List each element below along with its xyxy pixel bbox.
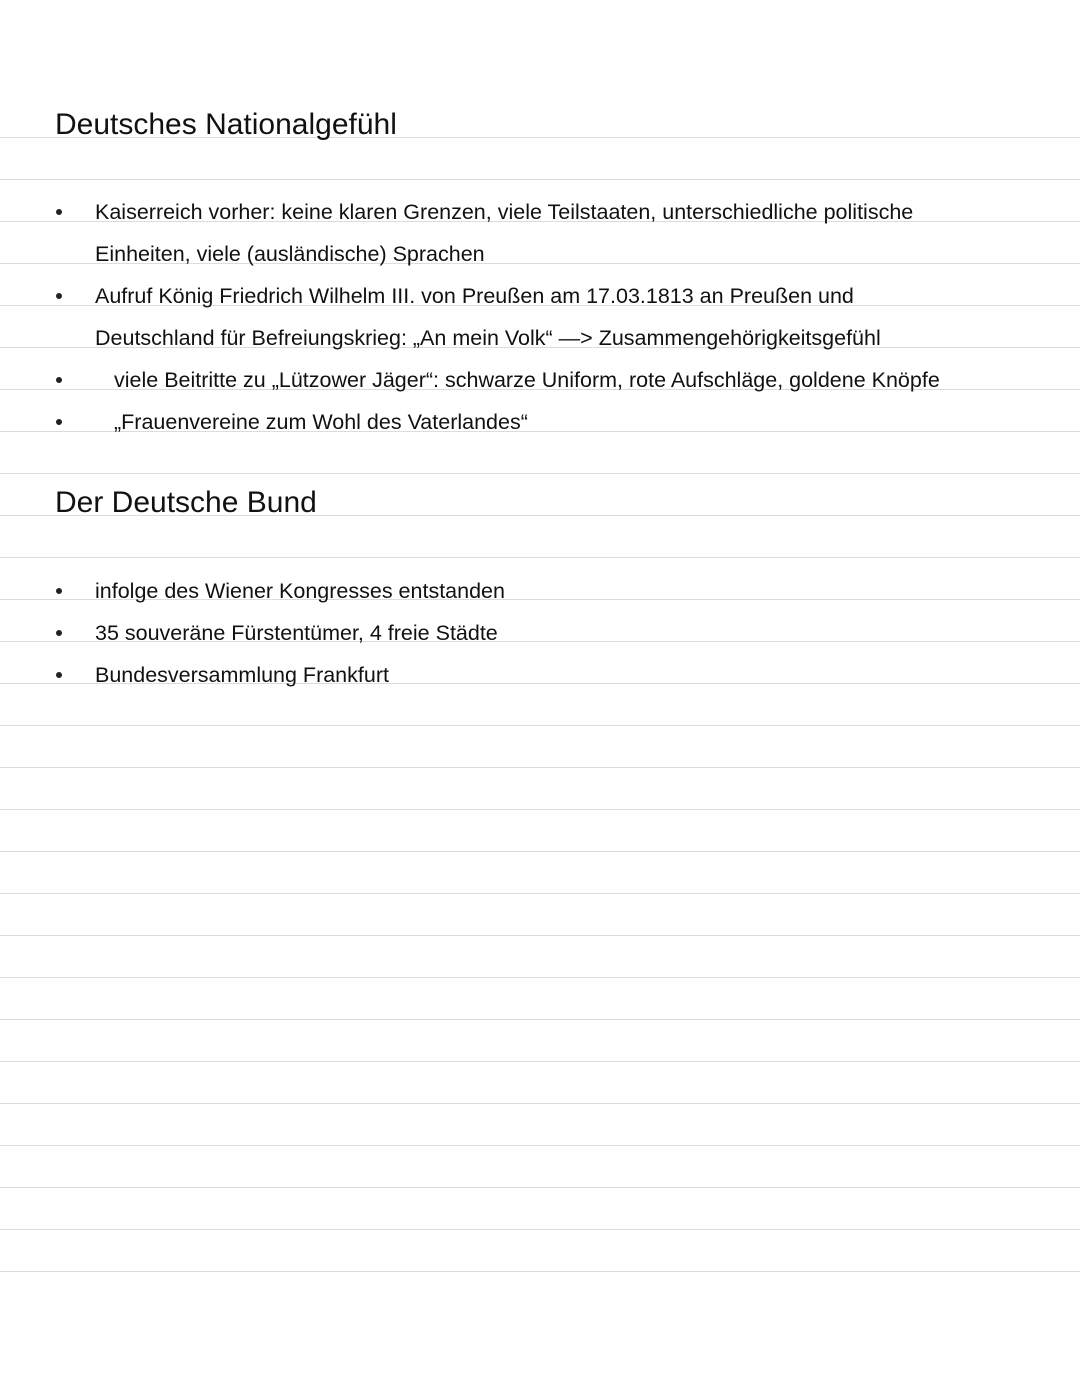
ruled-line: [0, 473, 1080, 474]
ruled-line: [0, 179, 1080, 180]
bullet-icon: [56, 419, 62, 425]
ruled-line: [0, 557, 1080, 558]
list-item-text: Aufruf König Friedrich Wilhelm III. von Preußen am 17.03.1813 an Preußen und: [95, 284, 854, 308]
bullet-icon: [56, 630, 62, 636]
ruled-line: [0, 893, 1080, 894]
ruled-line: [0, 1271, 1080, 1272]
section-heading: Deutsches Nationalgefühl: [55, 108, 397, 141]
ruled-line: [0, 809, 1080, 810]
list-item-text: Einheiten, viele (ausländische) Sprachen: [95, 242, 485, 266]
ruled-line: [0, 1187, 1080, 1188]
list-item-text: „Frauenvereine zum Wohl des Vaterlandes“: [114, 410, 528, 434]
ruled-line: [0, 725, 1080, 726]
list-item-text: Kaiserreich vorher: keine klaren Grenzen, viele Teilstaaten, unterschiedliche politische: [95, 200, 914, 224]
ruled-line: [0, 935, 1080, 936]
section-heading: Der Deutsche Bund: [55, 486, 317, 519]
bullet-icon: [56, 672, 62, 678]
ruled-line: [0, 1103, 1080, 1104]
ruled-line: [0, 851, 1080, 852]
bullet-icon: [56, 209, 62, 215]
list-item-text: Deutschland für Befreiungskrieg: „An mein Volk“ —> Zusammengehörigkeitsgefühl: [95, 326, 881, 350]
list-item-text: infolge des Wiener Kongresses entstanden: [95, 579, 505, 603]
ruled-line: [0, 1019, 1080, 1020]
ruled-line: [0, 1229, 1080, 1230]
ruled-line: [0, 977, 1080, 978]
bullet-icon: [56, 293, 62, 299]
ruled-line: [0, 1145, 1080, 1146]
list-item-text: 35 souveräne Fürstentümer, 4 freie Städte: [95, 621, 498, 645]
list-item-text: viele Beitritte zu „Lützower Jäger“: schwarze Uniform, rote Aufschläge, goldene Knöpfe: [114, 368, 940, 392]
list-item-text: Bundesversammlung Frankfurt: [95, 663, 389, 687]
bullet-icon: [56, 377, 62, 383]
bullet-icon: [56, 588, 62, 594]
ruled-line: [0, 1061, 1080, 1062]
ruled-line: [0, 767, 1080, 768]
